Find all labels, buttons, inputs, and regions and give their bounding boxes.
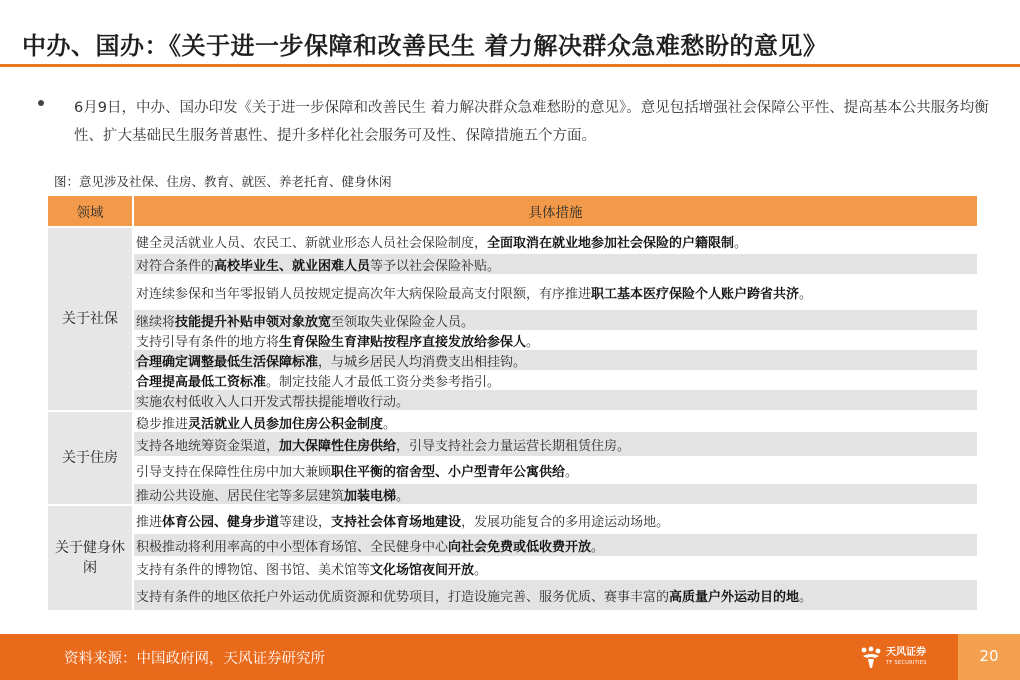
table-row [134, 534, 977, 556]
row-text: 。 [383, 416, 397, 432]
table-row [134, 456, 977, 484]
logo-name-en: TF SECURITIES [886, 660, 927, 666]
group-fitness-leisure [48, 504, 977, 610]
tf-logo-icon [860, 646, 882, 670]
row-bold-text: 生育保险生育津贴按程序直接发放给参保人 [279, 334, 527, 350]
row-bold-text: 灵活就业人员参加住房公积金制度 [188, 416, 384, 432]
row-bold-text: 向社会免费或低收费开放 [448, 539, 592, 555]
row-bold-text: 全面取消在就业地参加社会保险的户籍限制 [487, 235, 735, 251]
row-text: 等建设， [279, 514, 332, 530]
summary-text: 6月9日，中办、国办印发《关于进一步保障和改善民生 着力解决群众急难愁盼的意见》。意见包括增强社会保障公平性、提高基本公共服务均衡性、扩大基础民生服务普惠性、提升多样化社会服务可及性、保障措施五个方面。 [74, 100, 989, 144]
header-field: 领域 [76, 205, 104, 221]
row-text: 。 [474, 562, 488, 578]
table-row [134, 580, 977, 610]
row-text: 稳步推进 [136, 416, 189, 432]
row-text: 推动公共设施、居民住宅等多层建筑 [136, 488, 345, 504]
row-bold-text: 合理提高最低工资标准 [136, 374, 267, 390]
table-row [134, 350, 977, 370]
row-text: 对符合条件的 [136, 258, 215, 274]
measures-table [48, 196, 977, 610]
logo-name-cn: 天风证券 [886, 647, 926, 658]
row-text: 对连续参保和当年零报销人员按规定提高次年大病保险最高支付限额，有序推进 [136, 286, 592, 302]
row-text: 支持有条件的地区依托户外运动优质资源和优势项目，打造设施完善、服务优质、赛事丰富的 [136, 589, 670, 605]
row-bold-text: 高质量户外运动目的地 [669, 589, 800, 605]
row-text: 健全灵活就业人员、农民工、新就业形态人员社会保险制度， [136, 235, 488, 251]
title-divider [0, 64, 1020, 67]
page-number-box [958, 634, 1020, 680]
bullet-dot [38, 100, 44, 106]
figure-caption: 图：意见涉及社保、住房、教育、就医、养老托育、健身休闲 [54, 174, 392, 189]
table-row [134, 330, 977, 350]
table-row [134, 390, 977, 410]
row-bold-text: 体育公园、健身步道 [162, 514, 280, 530]
row-text: 至领取失业保险金人员。 [331, 314, 475, 330]
group-rows [132, 228, 977, 410]
page-title: 中办、国办：《关于进一步保障和改善民生 着力解决群众急难愁盼的意见》 [22, 32, 828, 60]
row-text: 。 [591, 539, 605, 555]
field-cell: 关于社保 [48, 228, 132, 410]
row-text: 实施农村低收入人口开发式帮扶提能增收行动。 [136, 394, 410, 410]
table-row [134, 310, 977, 330]
field-cell: 关于健身休闲 [48, 506, 132, 610]
table-row [134, 274, 977, 310]
row-bold-text: 职工基本医疗保险个人账户跨省共济 [591, 286, 800, 302]
table-row [134, 484, 977, 504]
table-row [134, 432, 977, 456]
row-text: 。 [526, 334, 540, 350]
page-number: 20 [979, 647, 999, 665]
field-cell: 关于住房 [48, 412, 132, 504]
row-bold-text: 加大保障性住房供给 [279, 438, 397, 454]
table-header [48, 196, 977, 226]
header-measures: 具体措施 [132, 196, 977, 226]
row-text: 。 [396, 488, 410, 504]
row-text: 。 [734, 235, 748, 251]
row-text: 。 [565, 464, 579, 480]
table-row [134, 412, 977, 432]
row-bold-text: 文化场馆夜间开放 [370, 562, 475, 578]
row-text: 继续将 [136, 314, 176, 330]
row-text: 等予以社会保险补贴。 [370, 258, 501, 274]
row-text: 。 [799, 589, 813, 605]
table-row [134, 370, 977, 390]
row-text: 支持有条件的博物馆、图书馆、美术馆等 [136, 562, 371, 578]
row-text: 支持各地统筹资金渠道， [136, 438, 280, 454]
row-text: ，发展功能复合的多用途运动场地。 [461, 514, 670, 530]
row-text: 积极推动将利用率高的中小型体育场馆、全民健身中心 [136, 539, 449, 555]
row-text: 推进 [136, 514, 163, 530]
company-logo [860, 644, 927, 672]
row-text: 支持引导有条件的地方将 [136, 334, 280, 350]
group-social-security [48, 226, 977, 410]
group-rows [132, 412, 977, 504]
source-note: 资料来源：中国政府网，天风证券研究所 [64, 651, 325, 667]
row-bold-text: 高校毕业生、就业困难人员 [214, 258, 371, 274]
group-housing [48, 410, 977, 504]
table-row [134, 254, 977, 274]
row-text: 。 [799, 286, 813, 302]
table-row [134, 556, 977, 580]
row-text: 引导支持在保障性住房中加大兼顾 [136, 464, 332, 480]
table-row [134, 506, 977, 534]
row-text: ，与城乡居民人均消费支出相挂钩。 [318, 354, 527, 370]
row-bold-text: 职住平衡的宿舍型、小户型青年公寓供给 [331, 464, 566, 480]
row-bold-text: 加装电梯 [344, 488, 397, 504]
group-rows [132, 506, 977, 610]
table-row [134, 228, 977, 254]
row-bold-text: 合理确定调整最低生活保障标准 [136, 354, 319, 370]
logo-text [886, 647, 927, 669]
row-text: ，引导支持社会力量运营长期租赁住房。 [396, 438, 631, 454]
row-bold-text: 技能提升补贴申领对象放宽 [175, 314, 332, 330]
row-text: 。制定技能人才最低工资分类参考指引。 [266, 374, 501, 390]
footer-bar [0, 634, 1020, 680]
row-bold-text: 支持社会体育场地建设 [331, 514, 462, 530]
